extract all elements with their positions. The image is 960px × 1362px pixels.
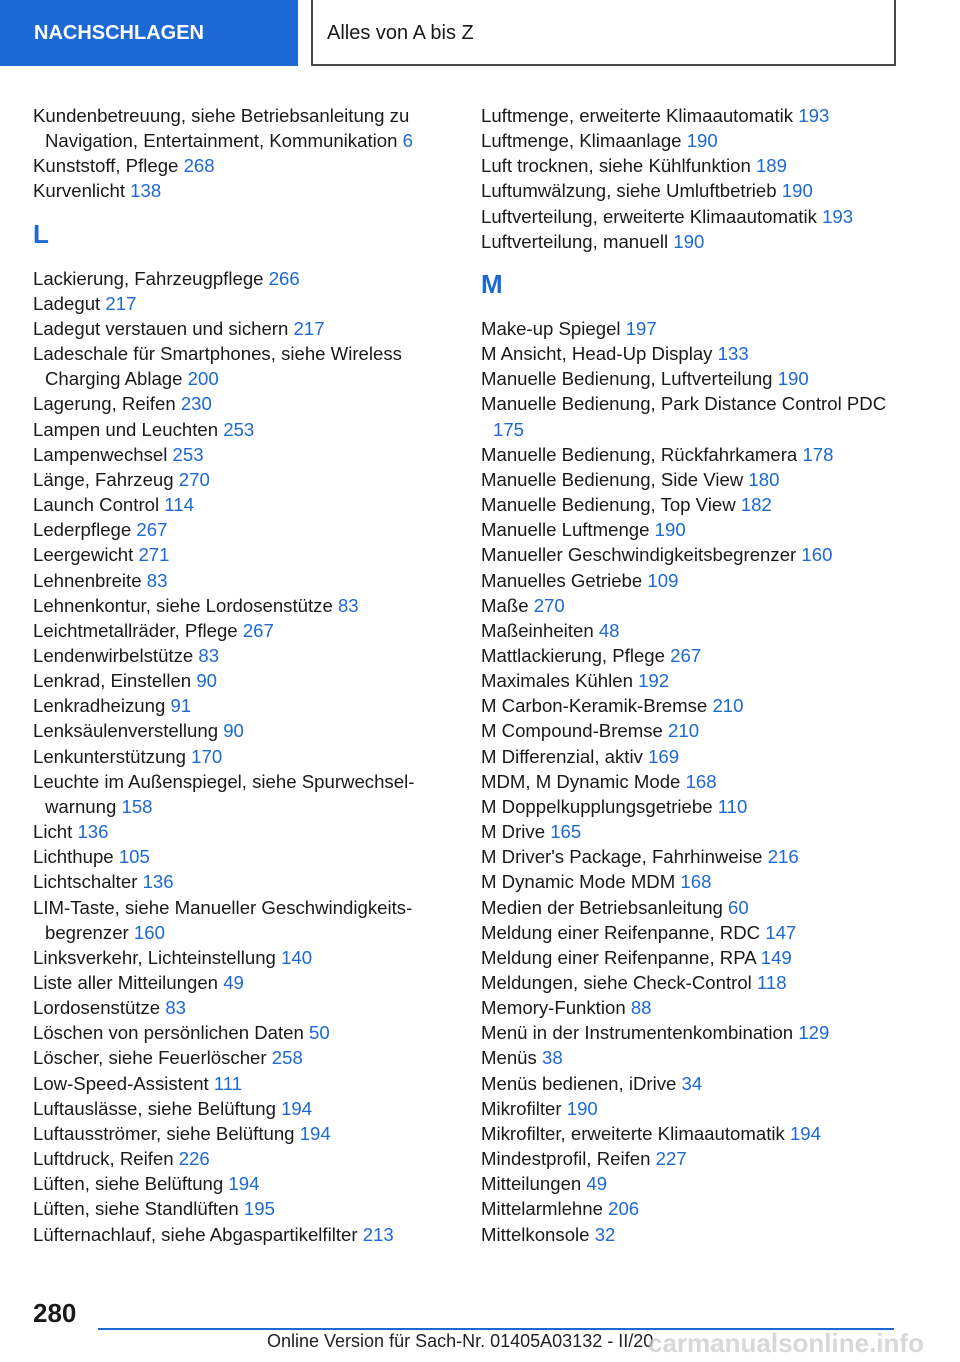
index-entry [33, 744, 453, 769]
index-entry-text: Menüs bedienen, iDrive [481, 1072, 677, 1094]
page-reference-link[interactable]: 110 [717, 795, 748, 817]
index-entry-text: Mittelkonsole [481, 1223, 590, 1245]
page-reference-link[interactable]: 253 [223, 418, 255, 440]
page-reference-link[interactable]: 129 [798, 1022, 830, 1044]
index-entry-text: M Dynamic Mode MDM [481, 871, 676, 893]
page-reference-link[interactable]: 194 [299, 1122, 331, 1144]
page-reference-link[interactable]: 32 [594, 1223, 616, 1245]
index-column-right [481, 103, 901, 1247]
index-entry [33, 103, 453, 153]
index-entry [481, 920, 901, 945]
index-entry [481, 178, 901, 203]
index-entry-text: M Driver's Package, Fahrhinweise [481, 846, 763, 868]
index-entry [33, 542, 453, 567]
page-reference-link[interactable]: 136 [142, 871, 174, 893]
index-entry-text: Mikrofilter [481, 1097, 562, 1119]
index-letter-heading: L [33, 218, 49, 249]
index-entry-text: Kurvenlicht [33, 180, 125, 202]
page-reference-link[interactable]: 271 [138, 544, 170, 566]
index-entry-text: Kundenbetreuung, siehe Betriebsanleitung zu Navigation, Entertainment, Kommunikation [33, 105, 410, 152]
page-reference-link[interactable]: 206 [608, 1198, 640, 1220]
page-reference-link[interactable]: 193 [822, 205, 854, 227]
index-entry-text: MDM, M Dynamic Mode [481, 770, 681, 792]
index-entry [33, 341, 453, 391]
index-entry-text: Mattlackierung, Pflege [481, 644, 665, 666]
page-reference-link[interactable]: 83 [165, 997, 187, 1019]
index-entry [33, 618, 453, 643]
index-entry-text: Medien der Betriebsanleitung [481, 896, 723, 918]
page-reference-link[interactable]: 253 [172, 443, 204, 465]
index-entry [481, 769, 901, 794]
footer-text: Online Version für Sach-Nr. 01405A03132 - II/20 [267, 1331, 654, 1351]
page-reference-link[interactable]: 160 [133, 921, 165, 943]
page-reference-link[interactable]: 60 [728, 896, 749, 918]
index-entry-text: Meldung einer Reifenpanne, RPA [481, 946, 756, 968]
page-reference-link[interactable]: 160 [801, 544, 833, 566]
index-entry-text: Manuelle Bedienung, Rückfahrkamera [481, 443, 798, 465]
index-entry [481, 492, 901, 517]
page-reference-link[interactable]: 210 [712, 695, 744, 717]
index-entry-text: Lederpflege [33, 519, 132, 541]
index-entry-text: Low-Speed-Assistent [33, 1072, 209, 1094]
index-entry-text: Mindestprofil, Reifen [481, 1148, 651, 1170]
index-entry [481, 442, 901, 467]
page-reference-link[interactable]: 88 [630, 997, 652, 1019]
section-tab[interactable]: NACHSCHLAGEN [0, 0, 298, 66]
page-reference-link[interactable]: 49 [223, 972, 244, 993]
index-entry [481, 618, 901, 643]
index-entry [33, 266, 453, 291]
index-entry [33, 895, 453, 945]
page-reference-link[interactable]: 49 [586, 1173, 608, 1195]
index-entry [481, 1096, 901, 1121]
index-entry-text: Lüften, siehe Standlüften [33, 1198, 239, 1220]
index-entry [481, 229, 901, 254]
index-entry [33, 844, 453, 869]
index-entry-text: Launch Control [33, 494, 160, 516]
index-entry [33, 316, 453, 341]
page-reference-link[interactable]: 200 [187, 368, 219, 390]
index-entry [33, 1222, 453, 1247]
page-reference-link[interactable]: 190 [686, 130, 718, 152]
page-reference-link[interactable]: 165 [550, 821, 582, 843]
index-entry [481, 316, 901, 341]
page-reference-link[interactable]: 168 [680, 871, 712, 893]
page-reference-link[interactable]: 38 [541, 1047, 563, 1069]
index-entry [33, 417, 453, 442]
index-entry [481, 1020, 901, 1045]
page-reference-link[interactable]: 195 [243, 1198, 275, 1220]
page-reference-link[interactable]: 105 [118, 846, 150, 868]
index-entry-text: Luftverteilung, erweiterte Klimaautomatik [481, 205, 817, 227]
index-entry-text: Ladegut verstauen und sichern [33, 317, 289, 339]
index-entry [33, 291, 453, 316]
index-entry [33, 1045, 453, 1070]
index-entry [33, 945, 453, 970]
index-entry-text: Lüften, siehe Belüftung [33, 1173, 224, 1195]
index-entry [481, 1146, 901, 1171]
index-entry [481, 1222, 901, 1247]
page-reference-link[interactable]: 138 [130, 180, 162, 202]
index-entry [33, 769, 453, 819]
page-reference-link[interactable]: 197 [625, 317, 657, 339]
page-reference-link[interactable]: 226 [178, 1148, 210, 1170]
index-entry-text: Meldungen, siehe Check-Control [481, 972, 752, 993]
page-reference-link[interactable]: 267 [136, 519, 168, 541]
index-entry [481, 1071, 901, 1096]
index-entry-text: M Drive [481, 821, 546, 843]
index-entry-text: Lichtschalter [33, 871, 138, 893]
index-entry [33, 995, 453, 1020]
index-entry [33, 668, 453, 693]
index-entry [33, 1096, 453, 1121]
page-reference-link[interactable]: 217 [105, 292, 137, 314]
index-entry-text: Lehnenbreite [33, 569, 142, 591]
index-entry [481, 341, 901, 366]
page-reference-link[interactable]: 230 [180, 393, 212, 415]
page-reference-link[interactable]: 190 [673, 230, 705, 252]
index-entry [481, 366, 901, 391]
index-letter-heading: M [481, 268, 503, 299]
index-entry-text: Luftumwälzung, siehe Umluftbetrieb [481, 180, 777, 202]
page-reference-link[interactable]: 189 [755, 155, 787, 177]
page-reference-link[interactable]: 83 [146, 569, 168, 591]
page-reference-link[interactable]: 140 [281, 946, 313, 968]
index-entry [481, 103, 901, 128]
index-entry-text: Memory-Funktion [481, 997, 626, 1019]
index-entry-text: Manuelle Bedienung, Park Distance Control PDC [481, 393, 887, 415]
index-entry-text: Menüs [481, 1047, 537, 1069]
index-entry-text: Manuelles Getriebe [481, 569, 643, 591]
index-entry-text: Maße [481, 594, 529, 616]
index-entry [33, 1146, 453, 1171]
page-reference-link[interactable]: 149 [760, 946, 792, 968]
index-entry-text: Luftauslässe, siehe Belüftung [33, 1097, 276, 1119]
index-entry [481, 844, 901, 869]
index-entry [33, 467, 453, 492]
page-reference-link[interactable]: 266 [268, 267, 300, 289]
index-entry-text: Lampenwechsel [33, 443, 168, 465]
page-reference-link[interactable]: 192 [638, 670, 670, 692]
index-entry-text: Luftmenge, erweiterte Klimaautomatik [481, 105, 794, 126]
index-entry [481, 945, 901, 970]
index-entry [33, 693, 453, 718]
index-entry [481, 1121, 901, 1146]
index-entry-text: Löschen von persönlichen Daten [33, 1022, 304, 1044]
page-reference-link[interactable]: 83 [198, 644, 220, 666]
index-entry [33, 178, 453, 203]
index-entry-text: LIM-Taste, siehe Manueller Geschwindigkeitsbegrenzer [33, 896, 413, 943]
index-entry-text: Mikrofilter, erweiterte Klimaautomatik [481, 1122, 785, 1144]
index-entry-text: Lenkradheizung [33, 695, 166, 717]
page-number: 280 [33, 1298, 77, 1328]
index-entry-text: M Differenzial, aktiv [481, 745, 643, 767]
index-entry-text: Luftverteilung, manuell [481, 230, 669, 252]
index-entry-text: Mittelarmlehne [481, 1198, 603, 1220]
page-reference-link[interactable]: 268 [183, 155, 215, 177]
index-entry [33, 819, 453, 844]
index-entry [481, 643, 901, 668]
index-entry [33, 643, 453, 668]
index-entry-text: Leergewicht [33, 544, 134, 566]
index-entry [481, 153, 901, 178]
page-reference-link[interactable]: 190 [781, 180, 813, 202]
index-entry-text: M Ansicht, Head-Up Display [481, 343, 713, 365]
page-reference-link[interactable]: 210 [668, 720, 700, 742]
index-column-left [33, 103, 453, 1247]
page-reference-link[interactable]: 190 [777, 368, 809, 390]
index-entry [481, 1196, 901, 1221]
page-reference-link[interactable]: 169 [648, 745, 680, 767]
page-reference-link[interactable]: 216 [767, 846, 799, 868]
index-entry [33, 1171, 453, 1196]
page-reference-link[interactable]: 90 [196, 670, 218, 692]
index-entry-text: Lehnenkontur, siehe Lordosenstütze [33, 594, 333, 616]
index-entry-text: Manuelle Luftmenge [481, 519, 650, 541]
index-entry-text: Lackierung, Fahrzeugpflege [33, 267, 264, 289]
page-reference-link[interactable]: 48 [598, 619, 620, 641]
index-entry [33, 568, 453, 593]
index-entry-text: Licht [33, 821, 73, 843]
index-entry-text: Lagerung, Reifen [33, 393, 176, 415]
index-entry [481, 1045, 901, 1070]
page-reference-link[interactable]: 175 [493, 418, 525, 440]
page-reference-link[interactable]: 158 [121, 795, 153, 817]
page-reference-link[interactable]: 114 [164, 494, 194, 516]
page-reference-link[interactable]: 136 [77, 821, 109, 843]
page-reference-link[interactable]: 267 [242, 619, 274, 641]
index-entry-text: M Doppelkupplungsgetriebe [481, 795, 713, 817]
index-entry-text: Manuelle Bedienung, Side View [481, 468, 744, 490]
index-entry-text: Maßeinheiten [481, 619, 594, 641]
index-entry-text: Lenksäulenverstellung [33, 720, 219, 742]
index-entry-text: Manuelle Bedienung, Top View [481, 494, 736, 516]
index-entry [481, 204, 901, 229]
page-reference-link[interactable]: 182 [740, 494, 772, 516]
page-reference-link[interactable]: 118 [756, 972, 787, 993]
page-reference-link[interactable]: 190 [654, 519, 686, 541]
index-entry [481, 593, 901, 618]
page-reference-link[interactable]: 168 [685, 770, 717, 792]
index-entry-text: M Carbon-Keramik-Bremse [481, 695, 708, 717]
index-entry [33, 869, 453, 894]
page-reference-link[interactable]: 50 [309, 1022, 330, 1044]
index-entry-text: Linksverkehr, Lichteinstellung [33, 946, 276, 968]
chapter-title: Alles von A bis Z [311, 0, 896, 66]
index-entry-text: Luftdruck, Reifen [33, 1148, 174, 1170]
index-entry-text: Lordosenstütze [33, 997, 161, 1019]
index-entry-text: Menü in der Instrumentenkombination [481, 1022, 794, 1044]
index-entry-text: Leuchte im Außenspiegel, siehe Spurwechselwarnung [33, 770, 415, 817]
page-reference-link[interactable]: 213 [362, 1223, 394, 1245]
page-reference-link[interactable]: 111 [213, 1072, 243, 1094]
index-entry-text: Meldung einer Reifenpanne, RDC [481, 921, 761, 943]
index-entry [33, 1020, 453, 1045]
index-entry [481, 895, 901, 920]
index-entry [33, 517, 453, 542]
index-entry [33, 1071, 453, 1096]
index-entry [481, 568, 901, 593]
index-entry-text: Luft trocknen, siehe Kühlfunktion [481, 155, 751, 177]
index-entry-text: Ladeschale für Smartphones, siehe Wireless Charging Ablage [33, 343, 402, 390]
page-reference-link[interactable]: 90 [223, 720, 244, 742]
index-entry [33, 442, 453, 467]
index-entry-text: Luftausströmer, siehe Belüftung [33, 1122, 295, 1144]
index-entry [481, 995, 901, 1020]
index-entry-text: Länge, Fahrzeug [33, 468, 174, 490]
index-entry [481, 467, 901, 492]
page-reference-link[interactable]: 180 [748, 468, 780, 490]
index-entry-text: Lendenwirbelstütze [33, 644, 194, 666]
index-entry [481, 744, 901, 769]
index-entry-text: Ladegut [33, 292, 101, 314]
index-entry [33, 1196, 453, 1221]
page-reference-link[interactable]: 194 [789, 1122, 821, 1144]
index-entry-text: Luftmenge, Klimaanlage [481, 130, 682, 152]
index-entry-text: Lenkrad, Einstellen [33, 670, 192, 692]
index-entry-text: Make-up Spiegel [481, 317, 621, 339]
index-entry [481, 542, 901, 567]
page-reference-link[interactable]: 193 [798, 105, 830, 126]
page-reference-link[interactable]: 217 [293, 317, 325, 339]
index-entry [481, 869, 901, 894]
index-entry-text: Leichtmetallräder, Pflege [33, 619, 238, 641]
index-entry-text: Löscher, siehe Feuerlöscher [33, 1047, 267, 1069]
page-reference-link[interactable]: 178 [802, 443, 834, 465]
index-entry [481, 819, 901, 844]
page-reference-link[interactable]: 190 [566, 1097, 598, 1119]
index-entry [33, 718, 453, 743]
index-entry-text: Lüfternachlauf, siehe Abgaspartikelfilter [33, 1223, 358, 1245]
index-entry-text: Kunststoff, Pflege [33, 155, 179, 177]
page-reference-link[interactable]: 170 [191, 745, 223, 767]
index-entry [481, 718, 901, 743]
index-entry-text: Manueller Geschwindigkeitsbegrenzer [481, 544, 797, 566]
index-entry [33, 970, 453, 995]
page-reference-link[interactable]: 227 [655, 1148, 687, 1170]
index-entry [33, 593, 453, 618]
index-entry [481, 128, 901, 153]
index-entry-text: Lichthupe [33, 846, 114, 868]
page-reference-link[interactable]: 194 [281, 1097, 313, 1119]
index-entry-text: M Compound-Bremse [481, 720, 663, 742]
index-entry [33, 153, 453, 178]
page-reference-link[interactable]: 147 [765, 921, 797, 943]
page-reference-link[interactable]: 83 [337, 594, 359, 616]
index-entry [481, 1171, 901, 1196]
page-reference-link[interactable]: 91 [170, 695, 192, 717]
page-reference-link[interactable]: 109 [647, 569, 679, 591]
index-entry-text: Mitteilungen [481, 1173, 582, 1195]
page-reference-link[interactable]: 133 [717, 343, 749, 365]
index-entry [481, 391, 901, 441]
index-entry [481, 517, 901, 542]
index-entry-text: Lenkunterstützung [33, 745, 186, 767]
page-reference-link[interactable]: 6 [402, 130, 413, 152]
index-entry [33, 492, 453, 517]
page-reference-link[interactable]: 258 [271, 1047, 303, 1069]
index-entry [481, 693, 901, 718]
watermark: carmanualsonline.info [648, 1328, 924, 1358]
index-entry-text: Liste aller Mitteilungen [33, 972, 219, 993]
page-reference-link[interactable]: 267 [670, 644, 702, 666]
page-reference-link[interactable]: 270 [178, 468, 210, 490]
page-reference-link[interactable]: 34 [681, 1072, 703, 1094]
index-entry [481, 794, 901, 819]
index-entry-text: Lampen und Leuchten [33, 418, 219, 440]
index-entry-text: Manuelle Bedienung, Luftverteilung [481, 368, 773, 390]
index-entry [481, 970, 901, 995]
index-entry [33, 391, 453, 416]
index-entry-text: Maximales Kühlen [481, 670, 633, 692]
page-reference-link[interactable]: 270 [533, 594, 565, 616]
index-entry [481, 668, 901, 693]
index-entry [33, 1121, 453, 1146]
page-reference-link[interactable]: 194 [228, 1173, 260, 1195]
